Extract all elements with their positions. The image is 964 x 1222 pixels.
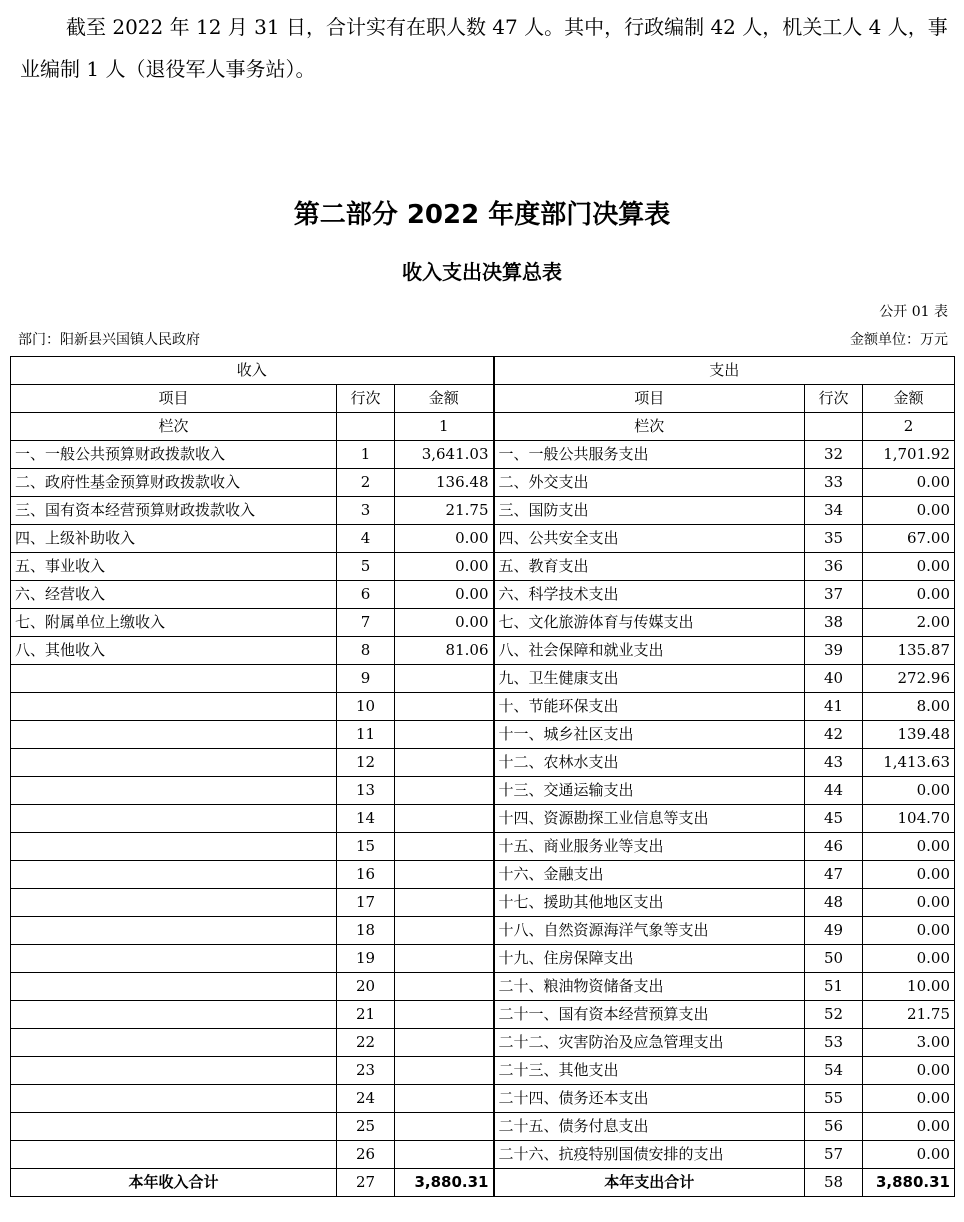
table-row: [11, 1113, 955, 1141]
table-row: [11, 777, 955, 805]
income-item-cell: 七、附属单位上缴收入: [11, 609, 337, 637]
expense-column-label: 栏次: [494, 413, 805, 441]
table-row: [11, 1057, 955, 1085]
income-item-cell: [11, 749, 337, 777]
table-row: [11, 1001, 955, 1029]
expense-item-cell: 二十四、债务还本支出: [494, 1085, 805, 1113]
income-item-cell: [11, 805, 337, 833]
header-row-column-numbers: [11, 413, 955, 441]
expense-amount-cell: 0.00: [863, 777, 955, 805]
expense-item-cell: 二十六、抗疫特别国债安排的支出: [494, 1141, 805, 1169]
income-row-no-cell: 7: [337, 609, 395, 637]
income-row-no-cell: 8: [337, 637, 395, 665]
table-row: [11, 581, 955, 609]
expense-amount-cell: 21.75: [863, 1001, 955, 1029]
expense-row-no-cell: 53: [805, 1029, 863, 1057]
income-amount-cell: [395, 1001, 494, 1029]
expense-amount-cell: 0.00: [863, 833, 955, 861]
income-item-cell: [11, 1057, 337, 1085]
income-row-no-cell: 4: [337, 525, 395, 553]
income-row-no-cell: 6: [337, 581, 395, 609]
income-row-no-cell: 18: [337, 917, 395, 945]
income-item-cell: [11, 1113, 337, 1141]
income-amount-cell: [395, 833, 494, 861]
expense-total-row-no: 58: [805, 1169, 863, 1197]
income-amount-cell: [395, 749, 494, 777]
income-row-no-cell: 24: [337, 1085, 395, 1113]
income-amount-cell: 0.00: [395, 525, 494, 553]
expense-row-no-cell: 57: [805, 1141, 863, 1169]
expense-item-cell: 二十五、债务付息支出: [494, 1113, 805, 1141]
income-amount-cell: [395, 777, 494, 805]
totals-row: [11, 1169, 955, 1197]
expense-row-no-cell: 42: [805, 721, 863, 749]
expense-amount-cell: 3.00: [863, 1029, 955, 1057]
expense-amount-cell: 104.70: [863, 805, 955, 833]
expense-row-no-cell: 35: [805, 525, 863, 553]
income-amount-cell: [395, 973, 494, 1001]
expense-item-cell: 一、一般公共服务支出: [494, 441, 805, 469]
income-item-cell: [11, 973, 337, 1001]
expense-row-no-header: 行次: [805, 385, 863, 413]
expense-amount-cell: 0.00: [863, 1085, 955, 1113]
income-amount-header: 金额: [395, 385, 494, 413]
income-row-no-cell: 23: [337, 1057, 395, 1085]
income-expense-table: [10, 356, 955, 1197]
expense-item-cell: 三、国防支出: [494, 497, 805, 525]
expense-column-number: 2: [863, 413, 955, 441]
expense-item-header: 项目: [494, 385, 805, 413]
expense-amount-cell: 0.00: [863, 861, 955, 889]
income-item-cell: [11, 1029, 337, 1057]
expense-amount-cell: 0.00: [863, 553, 955, 581]
expense-row-no-cell: 55: [805, 1085, 863, 1113]
expense-amount-cell: 8.00: [863, 693, 955, 721]
income-row-no-cell: 14: [337, 805, 395, 833]
table-row: [11, 693, 955, 721]
income-amount-cell: [395, 665, 494, 693]
income-row-no-cell: 13: [337, 777, 395, 805]
expense-section-header: 支出: [494, 357, 955, 385]
table-title: 收入支出决算总表: [402, 260, 562, 284]
income-row-no-header: 行次: [337, 385, 395, 413]
table-row: [11, 637, 955, 665]
income-item-cell: 二、政府性基金预算财政拨款收入: [11, 469, 337, 497]
expense-row-no-cell: 41: [805, 693, 863, 721]
income-row-no-cell: 16: [337, 861, 395, 889]
income-item-cell: 三、国有资本经营预算财政拨款收入: [11, 497, 337, 525]
expense-row-no-cell: 40: [805, 665, 863, 693]
income-item-cell: [11, 917, 337, 945]
expense-item-cell: 二十二、灾害防治及应急管理支出: [494, 1029, 805, 1057]
expense-total-label: 本年支出合计: [494, 1169, 805, 1197]
expense-item-cell: 二十、粮油物资储备支出: [494, 973, 805, 1001]
table-row: [11, 945, 955, 973]
expense-item-cell: 十、节能环保支出: [494, 693, 805, 721]
expense-row-no-cell: 33: [805, 469, 863, 497]
expense-row-no-cell: 52: [805, 1001, 863, 1029]
income-item-cell: [11, 861, 337, 889]
income-item-header: 项目: [11, 385, 337, 413]
expense-item-cell: 七、文化旅游体育与传媒支出: [494, 609, 805, 637]
income-item-cell: [11, 1085, 337, 1113]
expense-row-no-cell: 36: [805, 553, 863, 581]
expense-row-no-cell: 32: [805, 441, 863, 469]
table-row: [11, 553, 955, 581]
expense-amount-cell: 2.00: [863, 609, 955, 637]
income-item-cell: 四、上级补助收入: [11, 525, 337, 553]
expense-amount-cell: 135.87: [863, 637, 955, 665]
expense-item-cell: 十二、农林水支出: [494, 749, 805, 777]
expense-item-cell: 二十三、其他支出: [494, 1057, 805, 1085]
expense-item-cell: 九、卫生健康支出: [494, 665, 805, 693]
income-row-no-cell: 2: [337, 469, 395, 497]
income-item-cell: [11, 1141, 337, 1169]
income-row-no-cell: 20: [337, 973, 395, 1001]
income-amount-cell: [395, 1085, 494, 1113]
income-row-no-blank: [337, 413, 395, 441]
expense-item-cell: 十七、援助其他地区支出: [494, 889, 805, 917]
expense-amount-cell: 0.00: [863, 917, 955, 945]
table-row: [11, 973, 955, 1001]
income-amount-cell: [395, 1113, 494, 1141]
expense-row-no-cell: 51: [805, 973, 863, 1001]
expense-item-cell: 十八、自然资源海洋气象等支出: [494, 917, 805, 945]
income-amount-cell: [395, 917, 494, 945]
income-amount-cell: [395, 861, 494, 889]
income-item-cell: 六、经营收入: [11, 581, 337, 609]
expense-amount-cell: 0.00: [863, 469, 955, 497]
expense-amount-cell: 272.96: [863, 665, 955, 693]
table-row: [11, 525, 955, 553]
department-label: 部门：阳新县兴国镇人民政府: [18, 332, 200, 348]
expense-row-no-cell: 45: [805, 805, 863, 833]
income-amount-cell: [395, 889, 494, 917]
income-total-row-no: 27: [337, 1169, 395, 1197]
expense-amount-cell: 0.00: [863, 945, 955, 973]
income-column-label: 栏次: [11, 413, 337, 441]
expense-amount-cell: 10.00: [863, 973, 955, 1001]
intro-paragraph: 截至 2022 年 12 月 31 日，合计实有在职人数 47 人。其中，行政编制 42 人，机关工人 4 人，事业编制 1 人（退役军人事务站）。: [20, 15, 948, 81]
header-row-sections: [11, 357, 955, 385]
expense-item-cell: 十五、商业服务业等支出: [494, 833, 805, 861]
table-row: [11, 1029, 955, 1057]
expense-row-no-cell: 50: [805, 945, 863, 973]
income-row-no-cell: 3: [337, 497, 395, 525]
income-amount-cell: 21.75: [395, 497, 494, 525]
income-column-number: 1: [395, 413, 494, 441]
expense-item-cell: 八、社会保障和就业支出: [494, 637, 805, 665]
income-row-no-cell: 22: [337, 1029, 395, 1057]
expense-item-cell: 十九、住房保障支出: [494, 945, 805, 973]
expense-amount-cell: 0.00: [863, 497, 955, 525]
expense-row-no-cell: 48: [805, 889, 863, 917]
table-row: [11, 833, 955, 861]
expense-amount-cell: 0.00: [863, 581, 955, 609]
expense-amount-cell: 1,413.63: [863, 749, 955, 777]
income-item-cell: [11, 833, 337, 861]
income-amount-cell: 81.06: [395, 637, 494, 665]
expense-total-amount: 3,880.31: [863, 1169, 955, 1197]
expense-item-cell: 六、科学技术支出: [494, 581, 805, 609]
income-item-cell: [11, 945, 337, 973]
table-row: [11, 665, 955, 693]
expense-item-cell: 四、公共安全支出: [494, 525, 805, 553]
income-row-no-cell: 19: [337, 945, 395, 973]
expense-item-cell: 二十一、国有资本经营预算支出: [494, 1001, 805, 1029]
income-item-cell: [11, 693, 337, 721]
income-item-cell: [11, 777, 337, 805]
amount-unit-label: 金额单位：万元: [850, 332, 948, 348]
income-item-cell: [11, 721, 337, 749]
table-row: [11, 889, 955, 917]
income-row-no-cell: 11: [337, 721, 395, 749]
table-row: [11, 749, 955, 777]
income-item-cell: 八、其他收入: [11, 637, 337, 665]
expense-row-no-cell: 56: [805, 1113, 863, 1141]
table-row: [11, 861, 955, 889]
table-row: [11, 497, 955, 525]
income-row-no-cell: 1: [337, 441, 395, 469]
income-row-no-cell: 12: [337, 749, 395, 777]
section-title: 第二部分 2022 年度部门决算表: [293, 200, 671, 230]
expense-amount-cell: 139.48: [863, 721, 955, 749]
expense-amount-cell: 0.00: [863, 1141, 955, 1169]
income-amount-cell: 0.00: [395, 581, 494, 609]
income-row-no-cell: 21: [337, 1001, 395, 1029]
table-row: [11, 1085, 955, 1113]
income-amount-cell: [395, 693, 494, 721]
table-row: [11, 805, 955, 833]
expense-amount-header: 金额: [863, 385, 955, 413]
expense-row-no-cell: 46: [805, 833, 863, 861]
expense-row-no-cell: 47: [805, 861, 863, 889]
income-section-header: 收入: [11, 357, 494, 385]
income-row-no-cell: 9: [337, 665, 395, 693]
income-item-cell: [11, 665, 337, 693]
income-amount-cell: [395, 1057, 494, 1085]
income-amount-cell: 0.00: [395, 609, 494, 637]
income-row-no-cell: 25: [337, 1113, 395, 1141]
expense-row-no-cell: 44: [805, 777, 863, 805]
header-row-columns: [11, 385, 955, 413]
income-amount-cell: [395, 1141, 494, 1169]
expense-item-cell: 二、外交支出: [494, 469, 805, 497]
expense-row-no-cell: 34: [805, 497, 863, 525]
expense-amount-cell: 1,701.92: [863, 441, 955, 469]
income-amount-cell: [395, 805, 494, 833]
income-amount-cell: 0.00: [395, 553, 494, 581]
expense-item-cell: 十六、金融支出: [494, 861, 805, 889]
expense-row-no-cell: 43: [805, 749, 863, 777]
table-row: [11, 609, 955, 637]
expense-row-no-cell: 37: [805, 581, 863, 609]
income-row-no-cell: 26: [337, 1141, 395, 1169]
income-item-cell: 一、一般公共预算财政拨款收入: [11, 441, 337, 469]
expense-row-no-cell: 49: [805, 917, 863, 945]
expense-row-no-cell: 39: [805, 637, 863, 665]
expense-item-cell: 五、教育支出: [494, 553, 805, 581]
table-row: [11, 1141, 955, 1169]
income-total-amount: 3,880.31: [395, 1169, 494, 1197]
table-row: [11, 721, 955, 749]
income-item-cell: [11, 1001, 337, 1029]
expense-amount-cell: 0.00: [863, 1113, 955, 1141]
table-row: [11, 917, 955, 945]
expense-amount-cell: 0.00: [863, 889, 955, 917]
table-number: 公开 01 表: [879, 304, 948, 320]
income-row-no-cell: 15: [337, 833, 395, 861]
expense-row-no-cell: 38: [805, 609, 863, 637]
income-row-no-cell: 17: [337, 889, 395, 917]
income-item-cell: 五、事业收入: [11, 553, 337, 581]
income-row-no-cell: 10: [337, 693, 395, 721]
expense-item-cell: 十四、资源勘探工业信息等支出: [494, 805, 805, 833]
expense-item-cell: 十三、交通运输支出: [494, 777, 805, 805]
expense-item-cell: 十一、城乡社区支出: [494, 721, 805, 749]
expense-row-no-blank: [805, 413, 863, 441]
expense-amount-cell: 67.00: [863, 525, 955, 553]
income-total-label: 本年收入合计: [11, 1169, 337, 1197]
expense-row-no-cell: 54: [805, 1057, 863, 1085]
income-row-no-cell: 5: [337, 553, 395, 581]
table-row: [11, 469, 955, 497]
income-amount-cell: [395, 1029, 494, 1057]
income-amount-cell: 136.48: [395, 469, 494, 497]
expense-amount-cell: 0.00: [863, 1057, 955, 1085]
table-row: [11, 441, 955, 469]
income-amount-cell: [395, 721, 494, 749]
income-amount-cell: 3,641.03: [395, 441, 494, 469]
income-item-cell: [11, 889, 337, 917]
income-amount-cell: [395, 945, 494, 973]
